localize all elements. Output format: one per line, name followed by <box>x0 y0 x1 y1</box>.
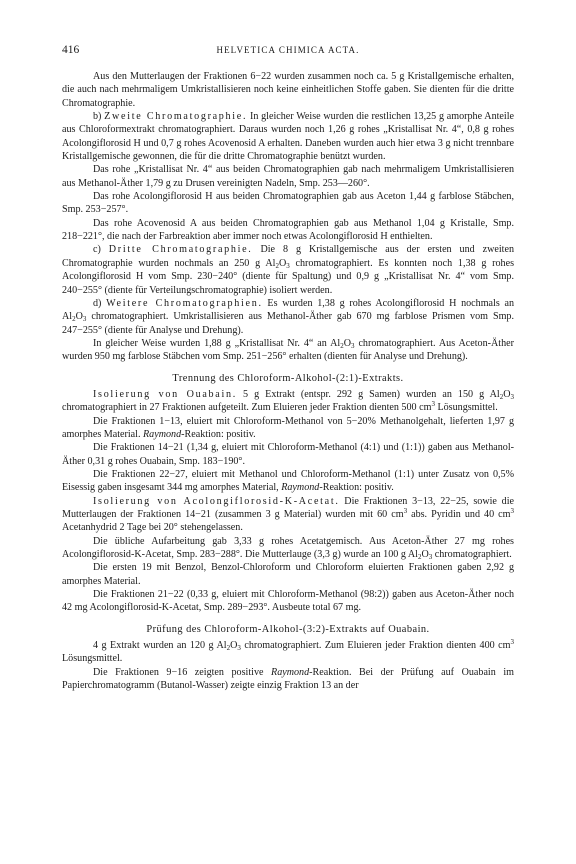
page-header <box>62 44 514 58</box>
paragraph: Die Fraktionen 1−13, eluiert mit Chloroform-Methanol von 5−20% Methanolgehalt, lieferten 1,97 g amorphes Material. Raymond-Reaktion: positiv. <box>62 415 514 440</box>
subsection-title: Zweite Chromatographie. <box>104 111 248 123</box>
paragraph: 4 g Extrakt wurden an 120 g $Al_2O_3$ chromatographiert. Zum Eluieren jeder Fraktion dienten 400 $cm^3$ Lösungsmittel. <box>62 638 514 665</box>
author-name: Raymond <box>281 482 320 494</box>
paragraph: In gleicher Weise wurden 1,88 g „Kristallisat Nr. 4“ an $Al_2O_3$ chromatographiert. Aus Aceton-Äther wurden 950 mg farblose Stäbchen vom Smp. 251−256° erhalten (dienten für Analyse und Drehung). <box>62 337 514 363</box>
article-body <box>62 70 514 692</box>
paragraph: Die übliche Aufarbeitung gab 3,33 g rohes Acetatgemisch. Aus Aceton-Äther 27 mg rohes Acolongiflorosid-K-Acetat, Smp. 283−288°. Die Mutterlauge (3,3 g) wurde an 100 g $Al_2O_3$ chromatographiert. <box>62 535 514 562</box>
subsection-title: Isolierung von Acolongiflorosid-K-Acetat. <box>93 495 340 507</box>
subsection-title: Isolierung von Ouabain. <box>93 388 237 400</box>
paragraph: Die Fraktionen 14−21 (1,34 g, eluiert mit Chloroform-Methanol (4:1) und (1:1)) gaben aus Methanol-Äther 0,31 g rohes Ouabain, Smp. 183−190°. <box>62 442 514 467</box>
subsection-title: Dritte Chromatographie. <box>108 244 253 256</box>
page-number: 416 <box>62 44 80 56</box>
paragraph: d) Weitere Chromatographien. Es wurden 1,38 g rohes Acolongiflorosid H nochmals an $Al_2O_3$ chromatographiert. Umkristallisieren aus Methanol-Äther gab 670 mg farblose Prismen vom Smp. 247−255° (diente für Analyse und Drehung). <box>62 297 515 336</box>
paragraph: Die Fraktionen 21−22 (0,33 g, eluiert mit Chloroform-Methanol (98:2)) gaben aus Aceton-Äther noch 42 mg Acolongiflorosid-K-Acetat, Smp. 289−293°. Ausbeute total 67 mg. <box>62 589 514 614</box>
paragraph: Das rohe Acolongiflorosid H aus beiden Chromatographien gab aus Aceton 1,44 g farblose Stäbchen, Smp. 253−257°. <box>62 191 514 216</box>
paragraph: Aus den Mutterlaugen der Fraktionen 6−22 wurden zusammen noch ca. 5 g Kristallgemische erhalten, die auch nach mehrmaligem Umkristallisieren noch keine einheitlichen Stoffe gaben. Sie dienten für die dritte Chromatographie. <box>62 71 514 109</box>
paragraph: b) Zweite Chromatographie. In gleicher Weise wurden die restlichen 13,25 g amorphe Anteile aus Chloroformextrakt chromatographiert. Daraus wurden noch 1,26 g rohes „Kristallisat Nr. 4“, 0,8 g rohes Acolongiflorosid H und 0,7 g rohes Acovenosid A erhalten. Daneben wurden auch hier etwa 3 g nicht trennbare Kristallgemische gewonnen, die für die dritte Chromatographie benützt wurden. <box>62 111 514 163</box>
section-heading: Trennung des Chloroform-Alkohol-(2:1)-Extrakts. <box>172 372 404 384</box>
paragraph: Das rohe Acovenosid A aus beiden Chromatographien gab aus Methanol 1,04 g Kristalle, Smp. 218−221°, die nach der Farbreaktion aber immer noch etwas Acolongiflorosid H enthielten. <box>62 217 514 243</box>
author-name: Raymond <box>271 666 310 678</box>
paragraph: Die Fraktionen 9−16 zeigten positive Raymond-Reaktion. Bei der Prüfung auf Ouabain im Papierchromatogramm (Butanol-Wasser) zeigte einzig Fraktion 13 an der <box>62 666 514 692</box>
author-name: Raymond <box>143 428 182 440</box>
paragraph: Isolierung von Acolongiflorosid-K-Acetat. Die Fraktionen 3−13, 22−25, sowie die Mutterlaugen der Fraktionen 14−21 (zusammen 3 g Material) wurden mit 60 $cm^3$ abs. Pyridin und 40 $cm^3$ Acetanhydrid 2 Tage bei 20° stehengelassen. <box>62 495 514 534</box>
journal-title: HELVETICA CHIMICA ACTA. <box>216 45 360 55</box>
section-heading: Prüfung des Chloroform-Alkohol-(3:2)-Extrakts auf Ouabain. <box>146 623 430 635</box>
paragraph: Isolierung von Ouabain. 5 g Extrakt (entspr. 292 g Samen) wurden an 150 g $Al_2O_3$ chromatographiert in 27 Fraktionen aufgeteilt. Zum Eluieren jeder Fraktion dienten 500 $cm^3$ Lösungsmittel. <box>62 388 514 414</box>
paragraph: Das rohe „Kristallisat Nr. 4“ aus beiden Chromatographien gab nach mehrmaligem Umkristallisieren aus Methanol-Äther 1,79 g zu Drusen vereinigten Nadeln, Smp. 253—260°. <box>62 164 514 189</box>
paragraph: c) Dritte Chromatographie. Die 8 g Kristallgemische aus der ersten und zweiten Chromatographie wurden nochmals an 250 g $Al_2O_3$ chromatographiert. Es konnten noch 1,38 g rohes Acolongiflorosid H vom Smp. 230−240° (diente für Spaltung) und 0,9 g „Kristallisat Nr. 4“ vom Smp. 240−255° (diente für Verteilungschromatographie) isoliert werden. <box>62 244 515 296</box>
paragraph: Die Fraktionen 22−27, eluiert mit Methanol und Chloroform-Methanol (1:1) unter Zusatz von 0,5% Eisessig gaben insgesamt 344 mg amorphes Material, Raymond-Reaktion: positiv. <box>62 468 514 494</box>
paragraph: Die ersten 19 mit Benzol, Benzol-Chloroform und Chloroform eluierten Fraktionen gaben 2,92 g amorphes Material. <box>62 562 514 587</box>
subsection-title: Weitere Chromatographien. <box>106 297 263 309</box>
